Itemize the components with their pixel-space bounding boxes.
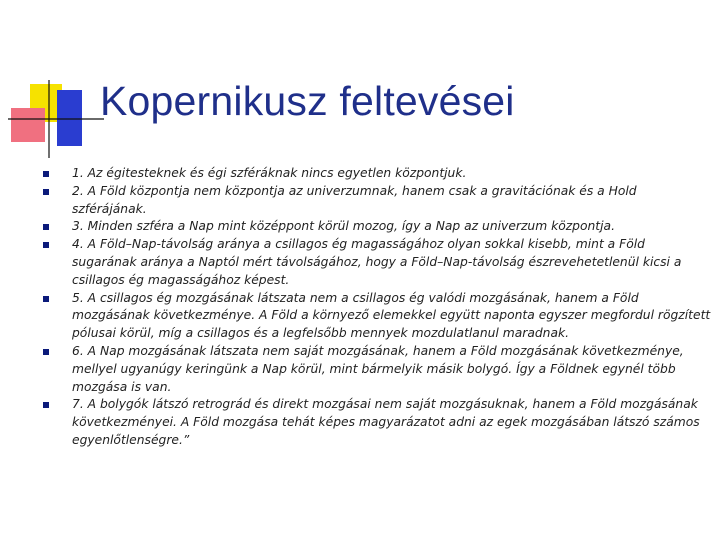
list-item [40, 343, 712, 396]
square-bullet-icon [43, 349, 49, 355]
square-bullet-icon [43, 171, 49, 177]
logo-blue-square [57, 90, 82, 146]
bullet-text: 2. A Föld központja nem központja az univerzumnak, hanem csak a gravitációnak és a Hold szférájának. [72, 183, 637, 216]
list-item [40, 183, 712, 219]
list-item [40, 236, 712, 289]
square-bullet-icon [43, 402, 49, 408]
square-bullet-icon [43, 189, 49, 195]
bullet-list [40, 165, 712, 450]
list-item [40, 165, 712, 183]
bullet-text: 5. A csillagos ég mozgásának látszata nem a csillagos ég valódi mozgásának, hanem a Föld mozgásának következménye. A Föld a környező elemekkel együtt naponta egyszer megfordul rögzített pólusai körül, míg a csillagos és a legfelsőbb mennyek mozdulatlanul maradnak. [72, 290, 711, 341]
list-item [40, 290, 712, 343]
logo-red-square [11, 108, 45, 142]
bullet-text: 6. A Nap mozgásának látszata nem saját mozgásának, hanem a Föld mozgásának következménye, mellyel ugyanúgy keringünk a Nap körül, mint bármelyik másik bolygó. Így a Földnek egynél több mozgása is van. [72, 343, 684, 394]
slide-title: Kopernikusz feltevései [100, 78, 515, 124]
bullet-text: 4. A Föld–Nap-távolság aránya a csillagos ég magasságához olyan sokkal kisebb, mint a Föld sugarának aránya a Naptól mért távolságához, hogy a Föld–Nap-távolság észrevehetetlenül kicsi a csillagos ég magasságához képest. [72, 237, 682, 287]
bullet-text: 3. Minden szféra a Nap mint középpont körül mozog, így a Nap az univerzum központja. [72, 219, 615, 234]
square-bullet-icon [43, 296, 49, 302]
square-bullet-icon [43, 224, 49, 230]
list-item [40, 396, 712, 449]
bullet-text: 1. Az égitesteknek és égi szféráknak nincs egyetlen központjuk. [72, 166, 467, 180]
decorative-logo [0, 0, 110, 160]
list-item [40, 218, 712, 236]
square-bullet-icon [43, 242, 49, 248]
bullet-text: 7. A bolygók látszó retrográd és direkt mozgásai nem saját mozgásuknak, hanem a Föld mozgásának következményei. A Föld mozgása tehát képes magyarázatot adni az egek mozgásában látszó számos egyenlőtlenségre.” [72, 397, 700, 447]
